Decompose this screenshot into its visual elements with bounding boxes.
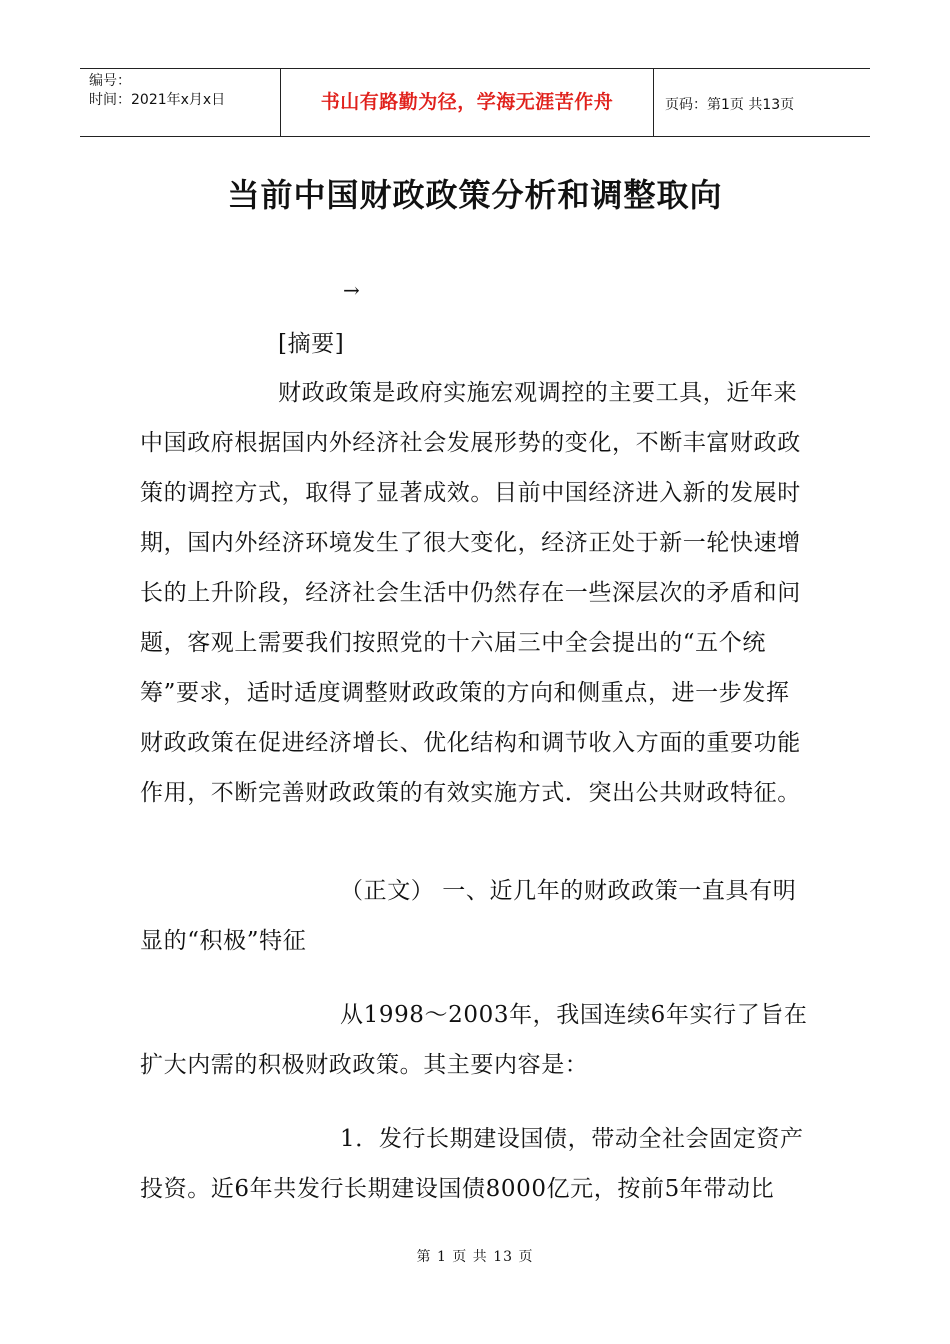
paragraph-2 xyxy=(140,990,812,1090)
header-meta xyxy=(80,69,281,136)
page-footer: 第 1 页 共 13 页 xyxy=(416,1249,534,1265)
document-title: 当前中国财政政策分析和调整取向 xyxy=(227,176,723,214)
paragraph-3 xyxy=(140,1114,812,1214)
abstract-text: 财政政策是政府实施宏观调控的主要工具，近年来中国政府根据国内外经济社会发展形势的变化，不断丰富财政政策的调控方式，取得了显著成效。目前中国经济进入新的发展时期，国内外经济环境发生了很大变化，经济正处于新一轮快速增长的上升阶段，经济社会生活中仍然存在一些深层次的矛盾和问题，客观上需要我们按照党的十六届三中全会提出的“五个统筹”要求，适时适度调整财政政策的方向和侧重点，进一步发挥财政政策在促进经济增长、优化结构和调节收入方面的重要功能作用，不断完善财政政策的有效实施方式．突出公共财政特征。 xyxy=(140,380,801,806)
header-page-info: 页码：第1页 共13页 xyxy=(665,97,795,113)
section1-text: （正文） 一、近几年的财政政策一直具有明显的“积极”特征 xyxy=(140,878,797,954)
paragraph-2-text: 从1998～2003年，我国连续6年实行了旨在扩大内需的积极财政政策。其主要内容是： xyxy=(140,1002,808,1078)
paragraph-3-text: 1．发行长期建设国债，带动全社会固定资产投资。近6年共发行长期建设国债8000亿元，按前5年带动比 xyxy=(140,1126,804,1202)
abstract-paragraph xyxy=(140,368,812,818)
number-label: 编号： xyxy=(89,73,131,89)
arrow-marker: → xyxy=(343,278,360,302)
header-table xyxy=(80,68,870,137)
section1-paragraph xyxy=(140,866,812,966)
header-motto: 书山有路勤为径，学海无涯苦作舟 xyxy=(281,69,654,136)
abstract-label: [摘要] xyxy=(278,331,345,357)
time-label: 时间：2021年x月x日 xyxy=(89,92,226,108)
abstract-label-line xyxy=(140,319,812,369)
